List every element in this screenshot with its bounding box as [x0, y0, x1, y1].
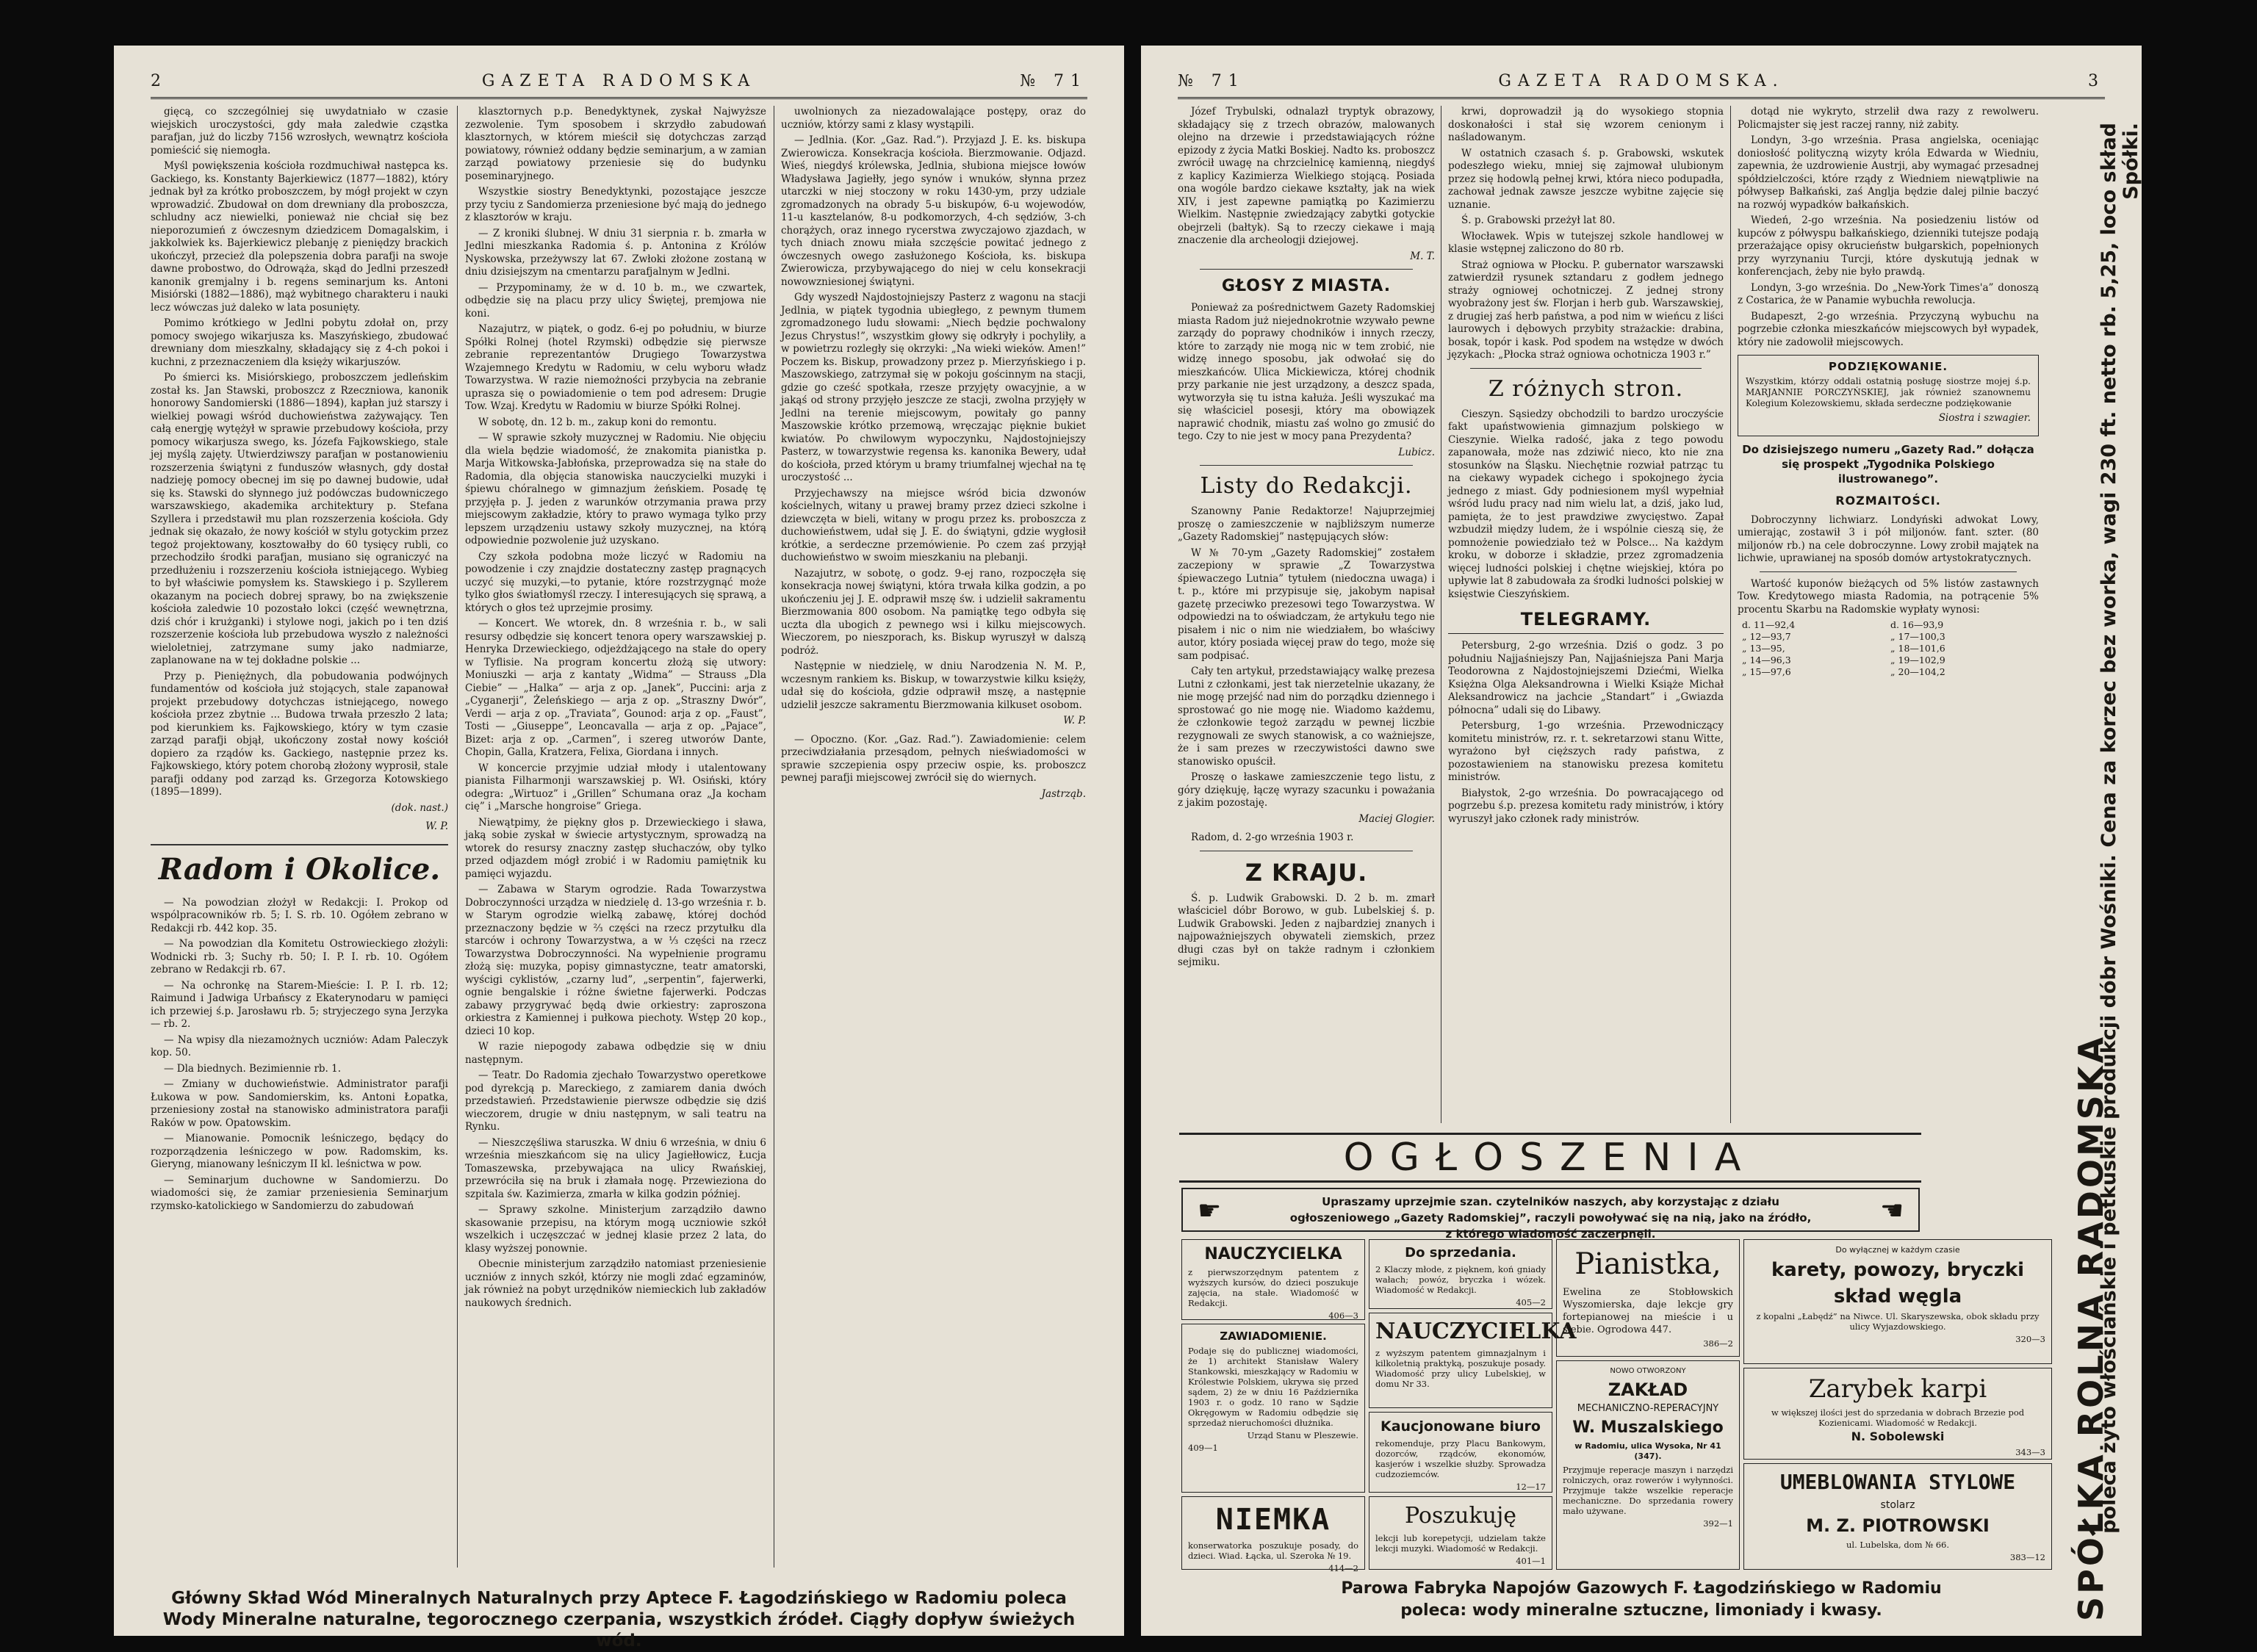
table-cell: „ 18—101,6 — [1890, 643, 1945, 654]
news-item: Włocławek. Wpis w tutejszej szkole handlowej w klasie wstępnej zaliczono do 80 rb. — [1448, 230, 1724, 255]
ad-number: 414—2 — [1328, 1563, 1358, 1573]
ad-number: 409—1 — [1188, 1443, 1218, 1453]
ad-title: ZAKŁAD — [1608, 1379, 1688, 1400]
news-item: Petersburg, 1-go września. Przewodniczący komitetu ministrów, rz. r. t. sekretarzowi stanu Witte, wyrażono był cięższych rady państwa, z pozostawieniem na stanowisku prezesa komitetu ministrów. — [1448, 720, 1724, 783]
right-page — [1141, 46, 2142, 1636]
right-page-header — [1178, 68, 2105, 99]
news-item: Niewątpimy, że piękny głos p. Drzewieckiego i sława, jaką sobie zyskał w świecie artystycznym, sprowadzą na wtorek do resursy znaczny zastęp słuchaczów, oby tylko przed odjazdem mógł zrobić i w Radomiu pamiętnik ku pamięci wyjazdu. — [465, 816, 766, 880]
paragraph: Ś. p. Grabowski przeżył lat 80. — [1461, 214, 1616, 226]
news-item: Straż ogniowa w Płocku. P. gubernator warszawski zatwierdził rysunek sztandaru z godłem jednego straży ogniowej ochotniczej. Z jednej strony wyobrażony jest św. Florjan i herb gub. Warszawskiej, z drugiej zaś herb państwa, a pod nim w wieńcu z liści laurowych i dębowych przybity strażackie: drabina, bosak, topór i kask. Pod spodem na wstędze w dwóch językach: „Płocka straż ogniowa ochotnicza 1903 r.” — [1448, 259, 1724, 361]
prospekt-note: Do dzisiejszego numeru „Gazety Rad.” dołącza się prospekt „Tygodnika Polskiego ilustrowanego”. — [1742, 442, 2034, 486]
spolka-rolna-title: SPÓŁKA ROLNA RADOMSKA — [2071, 1034, 2111, 1621]
author-signature: W. P. — [1063, 715, 1086, 726]
table-cell: „ 14—96,3 — [1742, 654, 1791, 666]
news-item: — Sprawy szkolne. Ministerjum zarządziło dawno skasowanie przepisu, na którym mogą uczniowie szkół wszelkich i uczęszczać w jednej klasie przez 2 lata, do klasy wyższej ponownie. — [465, 1204, 766, 1255]
news-item: W koncercie przyjmie udział młody i utalentowany pianista Filharmonji warszawskiej p. Wł. Osiński, który odegra: „Wirtuoz” i „Grillen” Schumana oraz „Ja kocham cię” i „Marsche hongroise” Griega. — [465, 762, 766, 812]
ad-umeblowania — [1743, 1463, 2052, 1570]
news-item: — Z kroniki ślubnej. W dniu 31 sierpnia r. b. zmarła w Jedlni mieszkanka Radomia ś. p. Antonina z Królów Nyskowska, przeżywszy lat 67. Zwłoki złożone zostaną w dniu dzisiejszym na cmentarzu parafjalnym w Jedlni. — [465, 227, 766, 278]
ad-sign: N. Sobolewski — [1851, 1429, 1945, 1443]
ad-zarybek — [1743, 1368, 2052, 1460]
ad-sign: Urząd Stanu w Pleszewie. — [1247, 1430, 1358, 1440]
paragraph: Londyn, 3-go września. Do „New-York Times'a” donoszą z Costarica, że w Panamie wybuchła rewolucja. — [1738, 281, 2039, 306]
left-column-3 — [781, 106, 1086, 1582]
divider — [1760, 571, 2017, 572]
news-item: Dobroczynny lichwiarz. Londyński adwokat Lowy, umierając, zostawił 3 i pół miljonów. fant. szter. (80 miljonów rb.) na cele dobroczynne. Lowy zrobił majątek na lichwie, uprawianej na sposób domów artystokratycznych. — [1738, 513, 2039, 564]
ad-title: NIEMKA — [1215, 1503, 1331, 1537]
left-page-header — [151, 68, 1087, 99]
paragraph: Ponieważ za pośrednictwem Gazety Radomskiej miasta Radom już niejednokrotnie wzywało pewne zarządy do poprawy chodników i innych rzeczy, które to zarządy nie mogą nic w tem zrobić, nie widzę innego sposobu, jak odwołać się do mieszkańców. Ulica Mickiewicza, której chodnik przy parkanie nie jest urządzony, a deszcz spada, wytworzyła się tu istna kałuża. Jeśli wyszukać ma się właściciel posesji, który ma obowiązek naprawić chodnik, miastu zaś wolno go zmusić do tego. Czy to nie jest w mocy pana Prezydenta? — [1178, 302, 1435, 442]
news-item: — Na powodzian złożył w Redakcji: I. Prokop od wspólpracowników rb. 5; I. S. rb. 10. Ogółem zebrano w Redakcji rb. 442 kop. 35. — [151, 896, 448, 934]
ad-title: NAUCZYCIELKA — [1204, 1245, 1342, 1263]
news-item: Cieszyn. Sąsiedzy obchodzili to bardzo uroczyście fakt upaństwowienia gimnazjum polskiego w Cieszynie. Wielka radość, jaka z tego powodu zapanowała, może nas zdziwić nieco, kto nie zna stosunków na Śląsku. Niechętnie rozwiał patrząc tu na ciekawy wypadek cichego i spokojnego życia jednego z miast. Gdy podniesionem myśl wypełniał wśród ludu pracy nad nim wielu lat, a dziś, jako lud, pamięta, że to jest prawdziwe zwycięstwo. Zapał wzbudził między ludem, że i wspólnie cieszą się, że pomnożenie powiedziało też w Polsce... Na każdym kroku, w doborze i składzie, przez zgromadzenia więcej ludności polskiej i chętne wiejskiej, która po upływie lat 8 zabudowała za środki ludności polskiej w księstwie Cieszyńskiem. — [1448, 408, 1724, 600]
ad-text: w większej ilości jest do sprzedania w dobrach Brzezie pod Kozienicami. Wiadomość w Redakcji. — [1771, 1407, 2025, 1428]
spolka-rolna-text: poleca żyto włościańskie i petkuskie produkcji dóbr Wośniki. Cena za korzec bez worka, wagi 230 ft. netto rb. 5,25, loco skład Spółki. — [2098, 123, 2142, 1534]
author-signature: Lubicz. — [1398, 446, 1435, 458]
paragraph: Przy p. Pieniężnych, dla pobudowania podwójnych fundamentów od kościoła już stojących, stale zapanował projekt przebudowy dotychczas istniejącego, nowego kościoła przez zbytnie ... Budowa trwała przeszło 2 lata; pod kierunkiem ks. Fajkowskiego, który w tym czasie zarząd parafji objął, ukończony został nowy kościół dopiero za rządów ks. Gackiego, następnie przez ks. Fajkowskiego, który potem chorobą złożony wyprosił, stale parafji oddany pod zarząd ks. Grzegorza Kotowskiego (1895—1899). — [151, 670, 448, 798]
news-item: Nazajutrz, w sobotę, o godz. 9-ej rano, rozpoczęła się konsekracja nowej świątyni, która trwała kilka godzin, a po ukończeniu jej J. E. odprawił mszę św. i udzielił sakramentu Bierzmowania 800 osobom. Na pamiątkę tego odbyła się uczta dla ubogich z pewnego wsi i kilku miejscowych. Wieczorem, po nieszporach, ks. Biskup wyruszył w dalszą podróż. — [781, 567, 1086, 657]
left-column-1 — [151, 106, 448, 1582]
news-item: — Teatr. Do Radomia zjechało Towarzystwo operetkowe pod dyrekcją p. Mareckiego, z zamiarem dania dwóch przedstawień. Przedstawienie pierwsze odbędzie się dziś wieczorem, drugie w dniu następnym, w sali teatru na Rynku. — [465, 1070, 766, 1133]
paragraph: Proszę o łaskawe zamieszczenie tego listu, z góry dziękuję, łączę wyrazy szacunku i poważania z jakim pozostaję. — [1178, 771, 1435, 809]
announce-box — [1181, 1188, 1920, 1241]
news-item: uwolnionych za niezadowalające postępy, oraz do uczniów, którzy sami z klasy wystąpili. — [781, 106, 1086, 131]
page-number: 2 — [151, 72, 168, 90]
table-cell: d. 11—92,4 — [1742, 619, 1796, 630]
ad-subtitle: stolarz — [1880, 1499, 1915, 1511]
table-row — [1738, 631, 2039, 643]
left-page — [114, 46, 1124, 1651]
paragraph: Londyn, 3-go września. Prasa angielska, oceniając doniosłość polityczną wizyty króla Edwarda w Wiedniu, zapewnia, że uzdrowienie Austrji, aby wymagać przesadnej spółdzielczości, które rządy z Wiedniem niewątpliwie na półwysep Bałkański, zaś Anglja będzie dalej pilnie baczyć na rozwój wypadków bałkańskich. — [1738, 134, 2039, 211]
section-heading-listy: Listy do Redakcji. — [1200, 473, 1413, 499]
ad-number: 392—1 — [1703, 1518, 1733, 1529]
news-item: W razie niepogody zabawa odbędzie się w dniu następnym. — [465, 1041, 766, 1066]
ad-title: UMEBLOWANIA STYLOWE — [1779, 1470, 2016, 1494]
parowa-title: Parowa Fabryka Napojów Gazowych F. Łagodzińskiego w Radomiu — [1341, 1579, 1942, 1598]
news-item: — W sprawie szkoły muzycznej w Radomiu. Nie objęciu dla wiela będzie wiadomość, że znakomita pianistka p. Marja Witkowska-Jabłońska, przeprowadza się na stałe do Radomia, dla objęcia stanowiska nauczycielki muzyki i śpiewu chóralnego w gimnazjum żeńskiem. Posadę tę przyjęła p. J. jeden z warunków otrzymania prawa przy miejscowym zakładzie, który to prawo wymaga tylko przy lepszem urządzeniu ustawy szkoły muzycznej, na którą odpowiednie pozwolenie już uzyskano. — [465, 432, 766, 547]
ad-text: Ewelina ze Stobłowskich Wyszomierska, daje lekcje gry fortepianowej na mieście i u siebie. Ogrodowa 447. — [1563, 1287, 1733, 1335]
ogloszenia-banner: OGŁOSZENIA — [1179, 1133, 1921, 1183]
paragraph: klasztornych p.p. Benedyktynek, zyskał Najwyższe zezwolenie. Tym sposobem i skrzydło zabudowań klasztornych, w którem mieścił się dotychczas zarząd powiatowy, również oddany będzie seminarjum, a w zamian zarząd powiatowy przeniesie się do budynku poseminaryjnego. — [465, 106, 766, 182]
vertical-ad — [2058, 123, 2142, 1621]
divider — [1470, 368, 1702, 369]
ad-text: Przyjmuje reperacje maszyn i narzędzi rolniczych, oraz rowerów i wyłynności. Przyjmuje także wszelkie reperacje mechaniczne. Do sprzedania rowery mało używane. — [1563, 1465, 1733, 1516]
podziekowanie-sign: Siostra i szwagier. — [1938, 412, 2031, 424]
table-row — [1738, 666, 2039, 678]
paragraph: Wiedeń, 2-go września. Na posiedzeniu listów od kupców z półwyspu bałkańskiego, dzienniki tutejsze podają przerażające opisy okrucieństw bułgarskich, popełnionych przy wyrzynaniu Turcji, które dyskutują jednak w konferencjach, żeby nie było prawdą. — [1738, 214, 2039, 278]
ad-pretitle: NOWO OTWORZONY — [1610, 1367, 1686, 1375]
kupony-table — [1738, 619, 2039, 678]
table-cell: „ 17—100,3 — [1890, 631, 1945, 642]
section-heading-radom: Radom i Okolice. — [151, 844, 448, 887]
news-item: Czy szkoła podobna może liczyć w Radomiu na powodzenie i czy znajdzie dostateczny zastęp pragnących uczyć się muzyki,—to pytanie, które rozstrzygnąć może tylko głos światłomyśl rzeczy. I interesujących się sprawą, a których o głos też uprzejmie prosimy. — [465, 550, 766, 614]
paragraph: Budapeszt, 2-go września. Przyczyną wybuchu na pogrzebie członka mieszkańców miejscowych był wypadek, który nie zadowolił miejscowych. — [1738, 310, 2039, 348]
announce-text: Upraszamy uprzejmie szan. czytelników naszych, aby korzystając z działu ogłoszeniowego „Gazety Radomskiej”, raczyli powoływać się na nią, jako na źródło, z którego wiadomość zaczerpnęli. — [1289, 1195, 1812, 1241]
ad-pianistka — [1556, 1239, 1740, 1357]
newspaper-title: GAZETA RADOMSKA. — [1498, 72, 1785, 90]
ad-pretitle: Do wyłącznej w każdym czasie — [1835, 1245, 1960, 1255]
paragraph: dotąd nie wykryto, strzelił dwa razy z rewolweru. Policmajster się jest raczej ranny, niż zabity. — [1738, 106, 2039, 131]
section-heading-rozmaitosci: ROZMAITOŚCI. — [1835, 493, 1941, 508]
podziekowanie-box — [1738, 355, 2039, 436]
podziekowanie-text: Wszystkim, którzy oddali ostatnią posługę siostrze mojej ś.p. MARJANNIE PORCZYŃSKIEJ, jak również szanownemu Kolegium Kolezowskiemu, składa serdeczne podziękowanie — [1746, 376, 2031, 408]
ad-number: 405—2 — [1516, 1297, 1546, 1307]
news-item: Petersburg, 2-go września. Dziś o godz. 3 po południu Najjaśniejszy Pan, Najjaśniejsza Pani Marja Teodorowna z Najdostojniejszemi Dziećmi, Wielka Księżna Olga Aleksandrowna i Wielki Książe Michał Aleksandrowicz na jachcie „Standart” i „Gwiazda północna” udali się do Libawy. — [1448, 640, 1724, 716]
news-item: Gdy wyszedł Najdostojniejszy Pasterz z wagonu na stacji Jedlnia, w piątek tygodnia ubiegłego, z pewnym tłumem zgromadzonego ludu słowami: „Niech będzie pochwalony Jezus Chrystus!”, wszystkim głowy się odkryły i pochyliły, a w powietrzu rozległy się okrzyki: „Na wieki wieków. Amen!” Poczem ks. Biskup, prowadzony przez p. Mierzyńskiego i p. Maszowskiego, zatrzymał się w pokoju gościnnym na stacji, gdzie go cześć spotkała, rzesze przyjęty owacyjnie, a w jakąś od strony przyjęło jeszcze ze stacji, zwolna przyjęły w Jedlni na terenie miejscowym, powitały go panny Maszowskie krótko przemową, wręczając pięknie bukiet kwiatów. Po chwilowym wypoczynku, Najdostojniejszy Pasterz, w towarzystwie regensa ks. kanonika Bewery, udał do kościoła, przed którym u bramy triumfalnej wjechał na tę uroczystość ... — [781, 292, 1086, 483]
letter-date: Radom, d. 2-go września 1903 r. — [1191, 832, 1354, 843]
news-item: — Mianowanie. Pomocnik leśniczego, będący do rozporządzenia leśniczego w pow. Radomskim, ks. Gieryng, mianowany leśniczym II kl. leśnictwa w pow. — [151, 1133, 448, 1170]
ad-text: z pierwszorzędnym patentem z wyższych kursów, do dzieci poszukuje zajęcia, na stałe. Wiadomość w Redakcji. — [1188, 1267, 1358, 1308]
news-item: — Na powodzian dla Komitetu Ostrowieckiego złożyli: Wodnicki rb. 3; Suchy rb. 50; I. P. I. rb. 10. Ogółem zebrano w Redakcji rb. 67. — [151, 938, 448, 975]
issue-number: № 71 — [1020, 72, 1087, 90]
news-item: — Zabawa w Starym ogrodzie. Rada Towarzystwa Dobroczynności urządza w niedzielę d. 13-go września r. b. w Starym ogrodzie wielką zabawę, której dochód przeznaczony będzie w ⅔ części na rzecz przytułku dla starców i ochrony Towarzystwa, a w ⅓ części na rzecz Towarzystwa Dobroczynności. Na wypełnienie programu złożą się: muzyka, popisy gimnastyczne, teatr amatorski, wyścigi cyklistów, „czarny lud”, „serpentin”, fajerwerki, ognie bengalskie i różne świetne fajerwerki. Podczas zabawy przygrywać będą dwie orkiestry: zaproszona orkiestra z Kamiennej i pułkowa piechoty. Wstęp 20 kop., dzieci 10 kop. — [465, 884, 766, 1037]
ad-text: z kopalni „Łabędź” na Niwce. Ul. Skaryszewska, obok składu przy ulicy Wyjazdowskiego. — [1756, 1311, 2040, 1332]
news-item: — Na ochronkę na Starem-Mieście: I. P. I. rb. 12; Raimund i Jadwiga Urbańscy z Ekaterynodaru w pamięci ich przewiej ś.p. Jarosławu rb. 5; stryjeczego syna Jerzyka — rb. 2. — [151, 979, 448, 1030]
paragraph: Józef Trybulski, odnalazł tryptyk obrazowy, składający się z trzech obrazów, malowanych olejno na drzewie i przedstawiających różne epizody z życia Matki Boskiej. Nadto ks. proboszcz zwrócił uwagę na chrzcielnicę kamienną, niegdyś z kaplicy Kazimierza Wielkiego stojącą. Posiada ona wogóle bardzo ciekawe kształty, jak na wiek XIV, i jest zapewne pamiątką po Kazimierzu Wielkim. Następnie zwiedzający zabytki gotyckie obejrzeli (bałtyk). Są to rzeczy ciekawe i mają znaczenie dla archeologji dziejowej. — [1178, 106, 1435, 246]
news-item: — Opoczno. (Kor. „Gaz. Rad.”). Zawiadomienie: celem przeciwdziałania przesądom, pełnych nieświadomości w sprawie szczepienia ospy przeciw ospie, ks. proboszcz pewnej parafji miejscowej zwrócił się do wiernych. — [781, 733, 1086, 784]
ad-name: M. Z. PIOTROWSKI — [1806, 1515, 1990, 1536]
ad-subtitle: skład węgla — [1833, 1285, 1962, 1307]
news-item: — Przypominamy, że w d. 10 b. m., we czwartek, odbędzie się na placu przy ulicy Świętej, premjowa nie koni. — [465, 281, 766, 320]
paragraph: gięcą, co szczególniej się uwydatniało w czasie wiejskich uroczystości, gdy mała zaledwie cząstka parafjan, już do liczby 7156 wzrosłych, wewnątrz kościoła pomieścić się niemogła. — [151, 106, 448, 156]
section-heading-rozne: Z różnych stron. — [1488, 375, 1684, 402]
mineral-water-ad: Główny Skład Wód Mineralnych Naturalnych przy Aptece F. Łagodzińskiego w Radomiu poleca Wody Mineralne naturalne, tegorocznego czerpania, wszystkich źródeł. Ciągły dopływ świeżych wód. — [162, 1589, 1076, 1651]
author-signature: W. P. — [425, 820, 448, 832]
news-item: — Seminarjum duchowne w Sandomierzu. Do wiadomości się, że zamiar przeniesienia Seminarjum rzymsko-katolickiego w Sandomierzu do zabudowań — [151, 1174, 448, 1212]
table-cell: „ 20—104,2 — [1890, 666, 1945, 677]
table-row — [1738, 619, 2039, 631]
ad-title: Zarybek karpi — [1808, 1374, 1987, 1404]
table-row — [1738, 643, 2039, 654]
table-cell: „ 15—97,6 — [1742, 666, 1791, 677]
parowa-subtitle: poleca: wody mineralne sztuczne, limoniady i kwasy. — [1400, 1601, 1882, 1620]
issue-number: № 71 — [1178, 72, 1245, 90]
paragraph: Pomimo krótkiego w Jedlni pobytu zdołał on, przy pomocy swojego wikarjusza ks. Maszyńskiego, zbudować drewniany dom mieszkalny, składający się z 4-ch pokoi i kuchni, z przeznaczeniem dla księży wikarjuszów. — [151, 317, 448, 368]
pointing-hand-icon: ☛ — [1198, 1196, 1222, 1226]
news-item: Obecnie ministerjum zarządziło natomiast przeniesienie uczniów z innych szkół, którzy nie mogli zdać egzaminów, jak również na pobyt urzędników niemieckich lub zakładów naukowych średnich. — [465, 1258, 766, 1309]
column-divider — [457, 106, 458, 1568]
ad-number: 406—3 — [1328, 1310, 1358, 1321]
paragraph: Po śmierci ks. Misiórskiego, proboszczem jedleńskim został ks. Jan Stawski, proboszcz z Rzeczniowa, kanonik honorowy Sandomierski (1886—1894), kapłan już starszy i wielkiej powagi wśród duchowieństwa zażywający. Ten całą energję wytężył w sprawie przebudowy kościoła, przy pomocy wikarjusza swego, ks. Józefa Fajkowskiego, stale jej myślą zajęty. Utwierdziwszy parafjan w postanowieniu rozszerzenia świątyni z funduszów własnych, gdy dostał nadzieję pomocy obecnej im się po dawnej budowie, udał się ks. Stawski do słynnego już podówczas budowniczego warszawskiego, akademika architektury p. Stefana Szyllera i przedstawił mu plan rozszerzenia kościoła. Gdy jednak się okazało, że nowy kościół w stylu gotyckim przez tegoż projektowany, kosztowałby do 60 tysięcy rubli, co przechodziło środki parafjan, musiano się ograniczyć na przedłużeniu i rozszerzeniu kościoła istniejącego. Wybieg to był właściwie pomysłem ks. Stawskiego i p. Szyllerem okazanym na pociech dobrej sprawy, bo na zwiększenie kościoła zaledwie 10 pozostało lokci (część wewnętrzna, dziś chór i krużganki) i stylowe nogi, jakich po i ten dziś rozszerzenie kościoła lub przebudowa wyszło z należności wieloletniej, zatrzymane sumy jako nadmiarze, zaplanowane na w tej dokładne polskie ... — [151, 372, 448, 666]
ad-address: ul. Lubelska, dom № 66. — [1846, 1540, 1949, 1550]
ad-subtitle: MECHANICZNO-REPERACYJNY — [1577, 1403, 1719, 1414]
right-column-1 — [1178, 106, 1435, 1127]
ad-name: W. Muszalskiego — [1572, 1418, 1724, 1437]
ad-title: NAUCZYCIELKA — [1375, 1319, 1577, 1344]
author-signature: Jastrząb. — [1041, 787, 1086, 800]
news-item: — Dla biednych. Bezimiennie rb. 1. — [164, 1062, 342, 1075]
kupony-title: Wartość kuponów bieżących od 5% listów zastawnych Tow. Kredytowego miasta Radomia, na potrącenie 5% procentu Skarbu na Radomskie wypłaty wynosi: — [1738, 577, 2039, 616]
divider — [1200, 465, 1413, 466]
ad-address: w Radomiu, ulica Wysoka, Nr 41 (347). — [1574, 1441, 1721, 1461]
ad-niemka — [1181, 1496, 1365, 1573]
ad-number: 386—2 — [1703, 1338, 1733, 1349]
ad-nauczycielka-2 — [1369, 1313, 1577, 1408]
ad-title: Kaucjonowane biuro — [1381, 1418, 1541, 1435]
news-item: Nazajutrz, w piątek, o godz. 6-ej po południu, w biurze Spółki Rolnej (hotel Rzymski) odbędzie się pierwsze zebranie reprezentantów Drugiego Towarzystwa Wzajemnego Kredytu w Radomiu, w celu wyboru władz Towarzystwa. W razie niemożności przybycia na zebranie uprasza się o powiadomienie o tem pod adresem: Drugie Tow. Wzaj. Kredytu w Radomiu w biurze Spółki Rolnej. — [465, 323, 766, 412]
ad-karety — [1743, 1239, 2052, 1364]
news-item: Przyjechawszy na miejsce wśród bicia dzwonów kościelnych, witany u prawej bramy przez dzieci szkolne i dziewczęta w bieli, witany w progu przez ks. proboszcza z duchowieństwem, udał się J. E. do świątyni, gdzie wygłosił krótkie, a serdeczne przemówienie. Po czem zaś przyjął duchowieństwo w swoim mieszkaniu na plebanji. — [781, 487, 1086, 563]
divider — [1200, 269, 1413, 270]
pointing-hand-icon: ☛ — [1879, 1196, 1904, 1226]
section-heading-glosy: GŁOSY Z MIASTA. — [1221, 277, 1392, 295]
ad-text: lekcji lub korepetycji, udzielam także lekcji muzyki. Wiadomość w Redakcji. — [1375, 1533, 1546, 1554]
ad-zaklad — [1556, 1360, 1740, 1570]
author-signature: M. T. — [1410, 250, 1435, 262]
news-item: Następnie w niedzielę, w dniu Narodzenia N. M. P., wczesnym rankiem ks. Biskup, w towarzystwie kilku księży, udał się do kościoła, gdzie odprawił mszę, a następnie udzielił jeszcze sakramentu Bierzmowania kilkuset osobom. — [781, 660, 1086, 711]
paragraph: Myśl powiększenia kościoła rozdmuchiwał następca ks. Gackiego, ks. Konstanty Bajerkiewicz (1877—1882), który jednak był za krótko proboszczem, by mógł projekt w czyn wprowadzić. Zbudował on dom drewniany dla proboszcza, schludny acz niewielki, ponieważ nie chciał się bez nieporozumień z ówczesnym dziedzicem Domagalskim, i jakkolwiek ks. Bajerkiewicz plebanję z pieniędzy brackich ukończył, przecież dla polepszenia dobra parafji na swoje dawne probostwo, do Odrowąża, skąd do Jedlni przeszedł kanonik gremjalny i b. regens seminarjum ks. Antoni Misiórski (1882—1886), mąż wybitnego charakteru i nauki lecz wówczas już daleko w lata posunięty. — [151, 160, 448, 314]
ad-title: Do sprzedania. — [1405, 1245, 1516, 1260]
table-cell: d. 16—93,9 — [1890, 619, 1944, 630]
ad-poszukuje — [1369, 1496, 1552, 1570]
paragraph: Cały ten artykuł, przedstawiający walkę prezesa Lutni z członkami, jest tak nierzetelnie ukazany, że nie mogę przejść nad nim do porządku dziennego i sprostować go nie mogę nie. Wiadomo każdemu, że członkowie tegoż zarządu w pewnej liczbie rezygnowali ze swych stanowisk, a co ważniejsze, że i sam prezes w rzeczywistości dawno swe stanowisko opuścił. — [1178, 666, 1435, 768]
paragraph: Wszystkie siostry Benedyktynki, pozostające jeszcze przy tyciu z Sandomierza przeniesione być mają do jednego z klasztorów w kraju. — [465, 186, 766, 223]
ad-text: 2 Klaczy młode, z pięknem, koń gniady wałach; powóz, bryczka i wózek. Wiadomość w Redakcji. — [1375, 1264, 1546, 1295]
ad-title: ZAWIADOMIENIE. — [1220, 1330, 1327, 1343]
news-item: — Koncert. We wtorek, dn. 8 września r. b., w sali resursy odbędzie się koncert tenora opery warszawskiej p. Henryka Drzewieckiego, odjeżdżającego na stałe do opery w Tyflisie. Na program koncertu złożą się utwory: Moniuszki — arja z kantaty „Widma” — Strauss „Dla Ciebie” — „Halka” — arja z op. „Janek”, Puccini: arja z „Cyganerji”, Żeleńskiego — arja z op. „Straszny Dwór”, Verdi — arja z op. „Traviata”, Gounod: arja z op. „Faust”, Tosti — „Giuseppe”, Leoncavalla — arja z op. „Pajace”, Bizet: arja z op. „Carmen”, i szereg utworów Dante, Chopin, Galla, Kratzera, Felixa, Giordana i innych. — [465, 618, 766, 758]
news-item: — Na wpisy dla niezamożnych uczniów: Adam Paleczyk kop. 50. — [151, 1034, 448, 1058]
parowa-fabryka-ad — [1170, 1581, 2112, 1628]
ad-zawiadomienie — [1181, 1324, 1365, 1493]
news-item: — Zmiany w duchowieństwie. Administrator parafji Łukowa w pow. Sandomierskim, ks. Antoni Łopatka, przeniesiony został na stanowisko administratora parafji Raków w pow. Opatowskim. — [151, 1078, 448, 1129]
continuation-note: (dok. nast.) — [391, 801, 448, 814]
paragraph: Szanowny Panie Redaktorze! Najuprzejmiej proszę o zamieszczenie w najbliższym numerze „Gazety Radomskiej” następujących słów: — [1178, 505, 1435, 543]
section-heading-kraju: Z KRAJU. — [1245, 858, 1368, 887]
table-cell: „ 13—95, — [1742, 643, 1785, 654]
news-item: — Jedlnia. (Kor. „Gaz. Rad.”). Przyjazd J. E. ks. biskupa Zwierowicza. Konsekracja kościoła. Bierzmowanie. Odjazd. Wieś, niegdyś królewska, Jedlnia, słubiona miejsce łowów Władysława Jagiełły, jego synów i wnuków, słynna przez utarczki w niej stoczony w roku 1430-ym, przy udziale zgromadzonych na obrady 5-u biskupów, 6-u wojewodów, 11-u kasztelanów, 8-u podkomorzych, 4-ch sędziów, 3-ch chorążych, oraz innego rycerstwa zwyczajowo zjazdach, w tych dniach znowu miała szczęście powitać jednego z ówczesnych owego zasłużonego Kościoła, ks. biskupa Zwierowicza, przybywającego do niej w celu konsekracji nowowzniesionej świątyni. — [781, 134, 1086, 288]
news-item: Ś. p. Ludwik Grabowski. D. 2 b. m. zmarł właściciel dóbr Borowo, w gub. Lubelskiej ś. p. Ludwik Grabowski. Jeden z najbardziej znanych i najpoważniejszych obywateli ziemskich, przez długi czas był on także radnym i członkiem sejmiku. — [1178, 892, 1435, 968]
ad-text: z wyższym patentem gimnazjalnym i kilkoletnią praktyką, poszukuje posady. Wiadomość przy ulicy Lubelskiej, w domu Nr 33. — [1375, 1348, 1546, 1389]
ad-title: Pianistka, — [1574, 1247, 1721, 1281]
ad-number: 12—17 — [1516, 1482, 1546, 1492]
column-divider — [1730, 106, 1731, 1123]
table-row — [1738, 654, 2039, 666]
news-item: — Nieszczęśliwa staruszka. W dniu 6 września, w dniu 6 września mieszkańcom się na ulicy Jagiełłowicz, Łucja Tomaszewska, przebywająca na ulicy Rwańskiej, przewróciła się na bruk i złamała nogę. Przewieziona do szpitala św. Kazimierza, zmarła w kilka godzin później. — [465, 1136, 766, 1200]
ad-number: 401—1 — [1516, 1556, 1546, 1566]
news-item: Białystok, 2-go września. Do powracającego od pogrzebu ś.p. prezesa komitetu rady ministrów, i który wyruszył jako członek rady ministrów. — [1448, 787, 1724, 825]
section-heading-telegramy: TELEGRAMY. — [1448, 608, 1724, 634]
ad-do-sprzedania — [1369, 1239, 1552, 1309]
table-cell: „ 19—102,9 — [1890, 654, 1945, 666]
paragraph: W ostatnich czasach ś. p. Grabowski, wskutek podeszłego wieku, mniej się zajmował ulubionym przez się hodowlą pełnej krwi, która nieco podupadła, zachował jednak zawsze jeszcze wybitne zajęcie się uznanie. — [1448, 147, 1724, 211]
page-number: 3 — [2088, 72, 2105, 90]
author-signature: Maciej Glogier. — [1358, 812, 1435, 825]
ad-text: rekomenduje, przy Placu Bankowym, dozorców, rządców, ekonomów, kasjerów i wszelkie służby. Sprowadza cudzoziemców. — [1375, 1438, 1546, 1479]
newspaper-title: GAZETA RADOMSKA — [481, 72, 757, 90]
news-item: W sobotę, dn. 12 b. m., zakup koni do remontu. — [478, 416, 717, 428]
ad-number: 320—3 — [2015, 1334, 2045, 1344]
ad-text: Podaje się do publicznej wiadomości, że 1) architekt Stanisław Walery Stankowski, mieszkający w Radomiu w Królestwie Polskiem, ukrywa się przed sądem, 2) że w dniu 16 Października 1903 r. o godz. 10 rano w Sądzie Okręgowym w Radomiu odbędzie się sprzedaż nieruchomości dłużnika. — [1188, 1346, 1358, 1428]
ad-kaucjonowane — [1369, 1412, 1552, 1493]
podziekowanie-title: PODZIĘKOWANIE. — [1828, 360, 1948, 373]
right-column-2 — [1448, 106, 1724, 1127]
paragraph: W № 70-ym „Gazety Radomskiej” zostałem zaczepiony w sprawie „Z Towarzystwa śpiewaczego Lutnia” tytułem (niedoczna uwaga) i t. p., które mi przypisuje się, jakobym napisał gazetę przeciwko prezesowi tego Towarzystwa. W odpowiedzi na to oświadczam, że artykułu tego nie pisałem i nic o nim nie wiedziałem, bo właściwy autor, który posiada więcej praw do tego, może się sam podpisać. — [1178, 547, 1435, 662]
ad-text: konserwatorka poszukuje posady, do dzieci. Wiad. Łącka, ul. Szeroka № 19. — [1188, 1540, 1358, 1561]
ad-nauczycielka-1 — [1181, 1239, 1365, 1320]
ad-number: 383—12 — [2009, 1552, 2045, 1562]
right-column-3 — [1738, 106, 2039, 1127]
ad-title: karety, powozy, bryczki — [1771, 1259, 2025, 1281]
table-cell: „ 12—93,7 — [1742, 631, 1791, 642]
left-column-2 — [465, 106, 766, 1582]
ad-title: Poszukuję — [1404, 1503, 1517, 1529]
paragraph: krwi, doprowadził ją do wysokiego stopnia doskonałości i stał się wzorem cenionym i naśladowanym. — [1448, 106, 1724, 143]
ad-number: 343—3 — [2015, 1447, 2045, 1457]
